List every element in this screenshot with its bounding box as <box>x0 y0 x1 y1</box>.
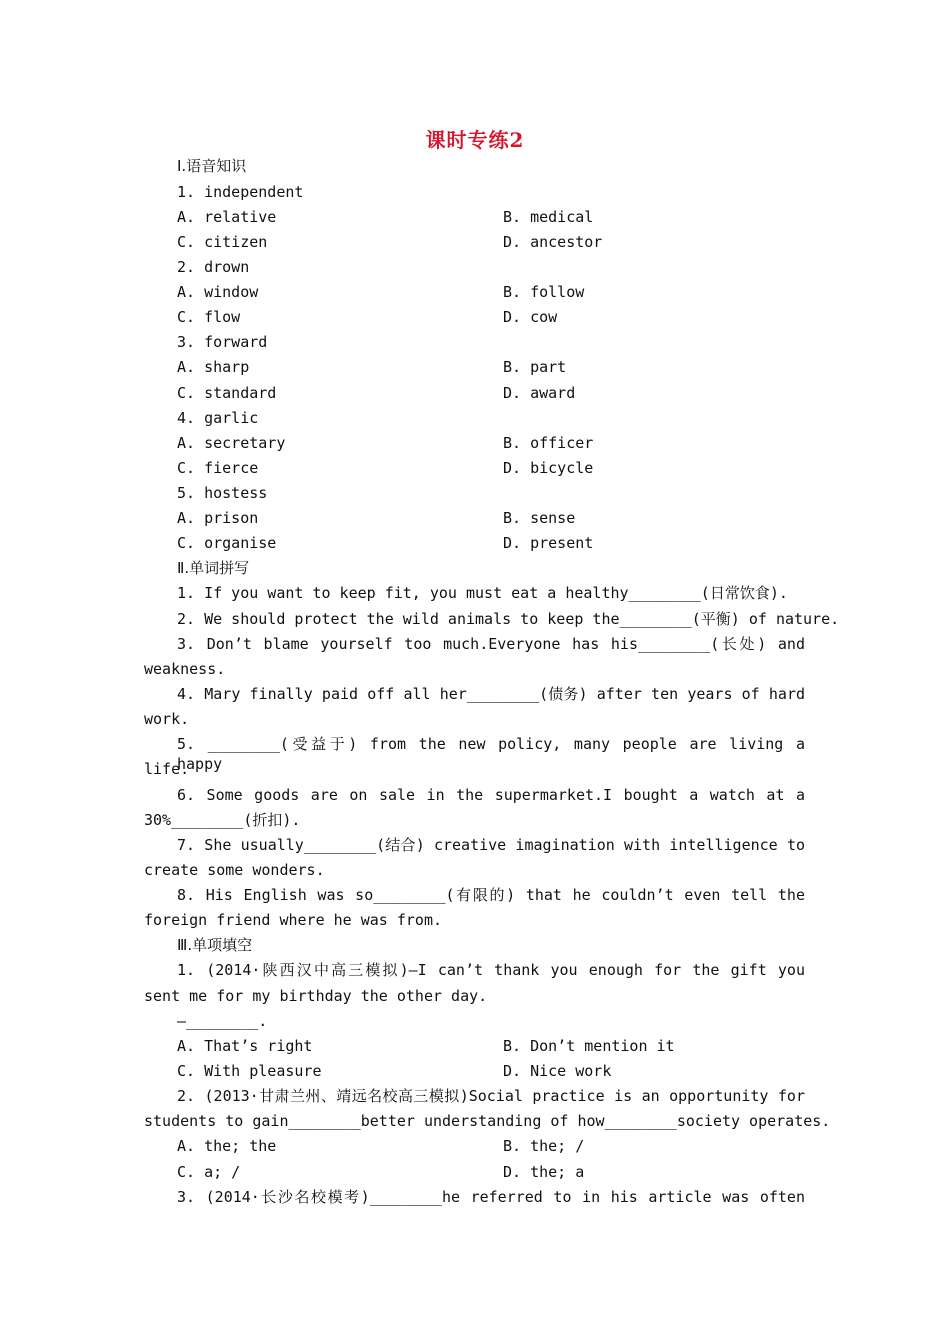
option-b: B. Don’t mention it <box>503 1037 675 1055</box>
option-a: A. secretary <box>177 434 286 452</box>
option-b: B. officer <box>503 434 594 452</box>
option-c: C. standard <box>177 384 277 402</box>
option-b: B. medical <box>503 208 594 226</box>
paragraph-line: 3. (2014·长沙名校模考)________he referred to in his article was often <box>177 1188 805 1206</box>
option-a: A. That’s right <box>177 1037 313 1055</box>
paragraph-line: 8. His English was so________(有限的) that he couldn’t even tell the <box>177 886 805 904</box>
option-b: B. the; / <box>503 1137 585 1155</box>
option-c: C. fierce <box>177 459 259 477</box>
question-stem: 3. forward <box>177 333 268 351</box>
option-a: A. the; the <box>177 1137 277 1155</box>
option-a: A. window <box>177 283 259 301</box>
option-a: A. relative <box>177 208 277 226</box>
paragraph-line: 2. (2013·甘肃兰州、靖远名校高三模拟)Social practice is an opportunity for <box>177 1087 805 1105</box>
option-c: C. a; / <box>177 1163 241 1181</box>
option-d: D. present <box>503 534 594 552</box>
option-b: B. follow <box>503 283 585 301</box>
paragraph-line: sent me for my birthday the other day. <box>144 987 488 1005</box>
paragraph-line: 30%________(折扣). <box>144 811 301 829</box>
question-stem: 4. garlic <box>177 409 259 427</box>
question-stem: 2. drown <box>177 258 250 276</box>
option-b: B. sense <box>503 509 576 527</box>
paragraph-line: 3. Don’t blame yourself too much.Everyone has his________(长处) and <box>177 635 805 653</box>
option-d: D. the; a <box>503 1163 585 1181</box>
paragraph-line: weakness. <box>144 660 226 678</box>
answer-blank: —________. <box>177 1012 268 1030</box>
option-d: D. cow <box>503 308 558 326</box>
paragraph-line: students to gain________better understanding of how________society operates. <box>144 1112 831 1130</box>
paragraph-line: 5. ________(受益于) from the new policy, many people are living a happy <box>177 735 805 773</box>
section-heading: Ⅲ.单项填空 <box>177 936 253 954</box>
question-stem: 5. hostess <box>177 484 268 502</box>
option-d: D. bicycle <box>503 459 594 477</box>
page-title: 课时专练2 <box>425 128 525 152</box>
option-c: C. flow <box>177 308 241 326</box>
paragraph-line: work. <box>144 710 190 728</box>
option-a: A. prison <box>177 509 259 527</box>
paragraph-line: 1. If you want to keep fit, you must eat a healthy________(日常饮食). <box>177 584 788 602</box>
section-heading: Ⅰ.语音知识 <box>177 157 247 175</box>
paragraph-line: 1. (2014·陕西汉中高三模拟)—I can’t thank you enough for the gift you <box>177 961 805 979</box>
option-a: A. sharp <box>177 358 250 376</box>
option-c: C. With pleasure <box>177 1062 322 1080</box>
paragraph-line: 4. Mary finally paid off all her________(债务) after ten years of hard <box>177 685 805 703</box>
option-b: B. part <box>503 358 567 376</box>
paragraph-line: 2. We should protect the wild animals to keep the________(平衡) of nature. <box>177 610 840 628</box>
paragraph-line: 7. She usually________(结合) creative imagination with intelligence to <box>177 836 805 854</box>
option-d: D. ancestor <box>503 233 603 251</box>
paragraph-line: foreign friend where he was from. <box>144 911 443 929</box>
section-heading: Ⅱ.单词拼写 <box>177 559 250 577</box>
question-stem: 1. independent <box>177 183 304 201</box>
paragraph-line: life. <box>144 760 190 778</box>
option-c: C. citizen <box>177 233 268 251</box>
paragraph-line: 6. Some goods are on sale in the supermarket.I bought a watch at a <box>177 786 805 804</box>
paragraph-line: create some wonders. <box>144 861 325 879</box>
option-d: D. award <box>503 384 576 402</box>
option-c: C. organise <box>177 534 277 552</box>
option-d: D. Nice work <box>503 1062 612 1080</box>
